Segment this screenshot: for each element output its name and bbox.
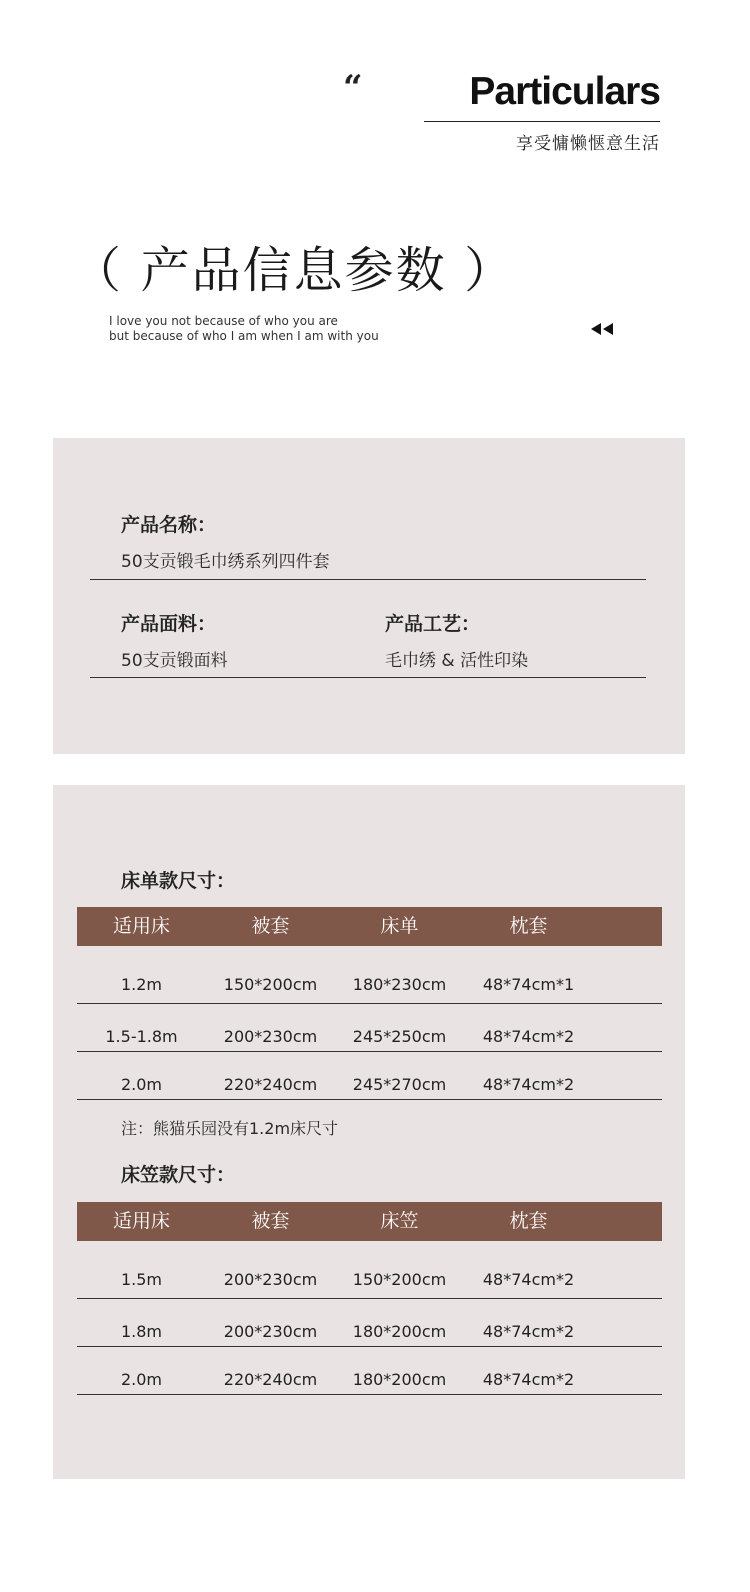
- table-row: [77, 1004, 662, 1052]
- table-cell: 245*270cm: [352, 1075, 447, 1094]
- table-cell: 48*74cm*2: [482, 1322, 575, 1341]
- table-header-cell: 被套: [251, 1210, 290, 1232]
- table-cell: 180*200cm: [352, 1370, 447, 1389]
- table-header-cell: 适用床: [112, 1210, 170, 1232]
- tagline-line-2: but because of who I am when I am with you: [109, 329, 379, 343]
- table-cell: 2.0m: [120, 1370, 163, 1389]
- divider: [90, 677, 646, 678]
- section-heading: （ 产品信息参数 ）: [72, 242, 516, 299]
- tagline: [109, 314, 429, 344]
- size-note: 注：熊猫乐园没有1.2m床尺寸: [121, 1119, 339, 1138]
- table-row: [77, 1241, 662, 1299]
- table-cell: 200*230cm: [223, 1027, 318, 1046]
- sheet-size-heading: 床单款尺寸：: [121, 870, 236, 892]
- table-cell: 1.5-1.8m: [105, 1027, 178, 1046]
- product-info-card: [53, 438, 685, 754]
- fitted-size-table: [77, 1202, 662, 1395]
- table-cell: 48*74cm*2: [482, 1370, 575, 1389]
- table-cell: 48*74cm*1: [482, 975, 575, 994]
- table-cell: 48*74cm*2: [482, 1027, 575, 1046]
- size-tables-card: [53, 785, 685, 1479]
- brand-subtitle: 享受慵懒惬意生活: [516, 134, 660, 154]
- table-cell: 150*200cm: [352, 1270, 447, 1289]
- product-name-value: 50支贡锻毛巾绣系列四件套: [121, 552, 330, 572]
- tagline-line-1: I love you not because of who you are: [109, 314, 338, 328]
- divider: [90, 579, 646, 580]
- table-header-cell: 枕套: [509, 1210, 548, 1232]
- table-cell: 180*230cm: [352, 975, 447, 994]
- table-cell: 48*74cm*2: [482, 1075, 575, 1094]
- table-row: [77, 1299, 662, 1347]
- brand-title: Particulars: [469, 70, 660, 113]
- craft-label: 产品工艺：: [385, 613, 481, 635]
- fabric-value: 50支贡锻面料: [121, 651, 228, 671]
- table-row: [77, 1347, 662, 1395]
- table-row: [77, 1052, 662, 1100]
- fitted-size-heading: 床笠款尺寸：: [121, 1164, 236, 1186]
- table-cell: 245*250cm: [352, 1027, 447, 1046]
- table-cell: 1.2m: [120, 975, 163, 994]
- table-header-cell: 枕套: [509, 915, 548, 937]
- table-cell: 180*200cm: [352, 1322, 447, 1341]
- table-cell: 48*74cm*2: [482, 1270, 575, 1289]
- table-header-cell: 床笠: [380, 1210, 419, 1232]
- sheet-size-table: [77, 907, 662, 1100]
- brand-divider: [424, 121, 660, 122]
- table-header-cell: 床单: [380, 915, 419, 937]
- table-cell: 220*240cm: [223, 1370, 318, 1389]
- table-header-cell: 适用床: [112, 915, 170, 937]
- table-header-row: [77, 1202, 662, 1241]
- craft-value: 毛巾绣 & 活性印染: [385, 651, 529, 671]
- product-name-label: 产品名称：: [121, 514, 217, 536]
- fabric-label: 产品面料：: [121, 613, 217, 635]
- rewind-icon: [590, 322, 616, 336]
- table-cell: 220*240cm: [223, 1075, 318, 1094]
- table-header-row: [77, 907, 662, 946]
- table-row: [77, 946, 662, 1004]
- table-header-cell: 被套: [251, 915, 290, 937]
- table-cell: 200*230cm: [223, 1270, 318, 1289]
- table-cell: 150*200cm: [223, 975, 318, 994]
- table-cell: 1.5m: [120, 1270, 163, 1289]
- quote-mark-icon: “: [343, 68, 363, 108]
- table-cell: 1.8m: [120, 1322, 163, 1341]
- table-cell: 2.0m: [120, 1075, 163, 1094]
- table-cell: 200*230cm: [223, 1322, 318, 1341]
